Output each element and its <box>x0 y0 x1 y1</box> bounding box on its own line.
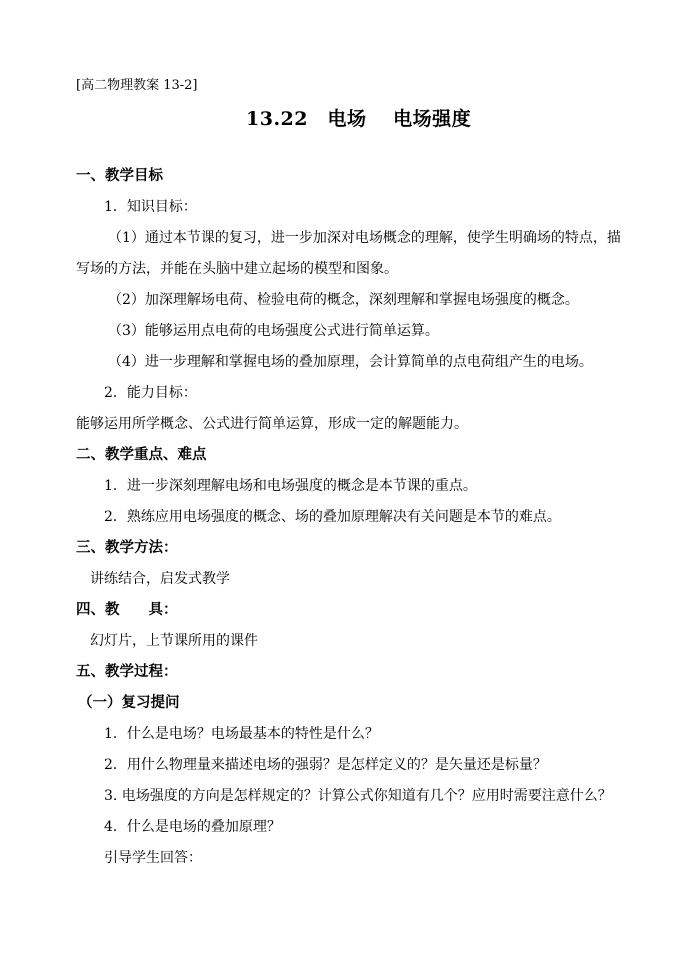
section-heading-objectives: 一、教学目标 <box>76 167 163 184</box>
paragraph: 2．熟练应用电场强度的概念、场的叠加原理解决有关问题是本节的难点。 <box>104 509 561 525</box>
header-tag: [高二物理教案 13-2] <box>76 78 198 93</box>
question-item: 3. 电场强度的方向是怎样规定的？计算公式你知道有几个？应用时需要注意什么？ <box>104 788 612 804</box>
paragraph: 写场的方法，并能在头脑中建立起场的模型和图象。 <box>76 261 398 277</box>
question-item: 2．用什么物理量来描述电场的强弱？是怎样定义的？是矢量还是标量？ <box>104 757 547 773</box>
paragraph: （3）能够运用点电荷的电场强度公式进行简单运算。 <box>108 323 439 339</box>
paragraph: 2．能力目标： <box>104 385 197 401</box>
question-item: 1．什么是电场？电场最基本的特性是什么？ <box>104 726 379 742</box>
question-item: 4．什么是电场的叠加原理？ <box>104 819 281 835</box>
document-title: 13.22 电场 电场强度 <box>246 108 472 130</box>
section-heading-process: 五、教学过程： <box>76 663 178 680</box>
paragraph: 幻灯片，上节课所用的课件 <box>90 633 258 649</box>
paragraph: 引导学生回答： <box>104 850 202 866</box>
section-heading-tools: 四、教 具： <box>76 601 178 618</box>
paragraph: 1．进一步深刻理解电场和电场强度的概念是本节课的重点。 <box>104 478 477 494</box>
sub-section-heading-review: （一）复习提问 <box>78 694 180 711</box>
paragraph: 讲练结合，启发式教学 <box>90 571 230 587</box>
paragraph: （2）加深理解场电荷、检验电荷的概念，深刻理解和掌握电场强度的概念。 <box>108 292 579 308</box>
paragraph: （4）进一步理解和掌握电场的叠加原理，会计算简单的点电荷组产生的电场。 <box>108 354 593 370</box>
paragraph: 1．知识目标： <box>104 199 197 215</box>
section-heading-methods: 三、教学方法： <box>76 539 178 556</box>
paragraph: （1）通过本节课的复习，进一步加深对电场概念的理解，使学生明确场的特点，描 <box>108 230 621 246</box>
paragraph: 能够运用所学概念、公式进行简单运算，形成一定的解题能力。 <box>76 416 468 432</box>
section-heading-key-points: 二、教学重点、难点 <box>76 446 207 463</box>
